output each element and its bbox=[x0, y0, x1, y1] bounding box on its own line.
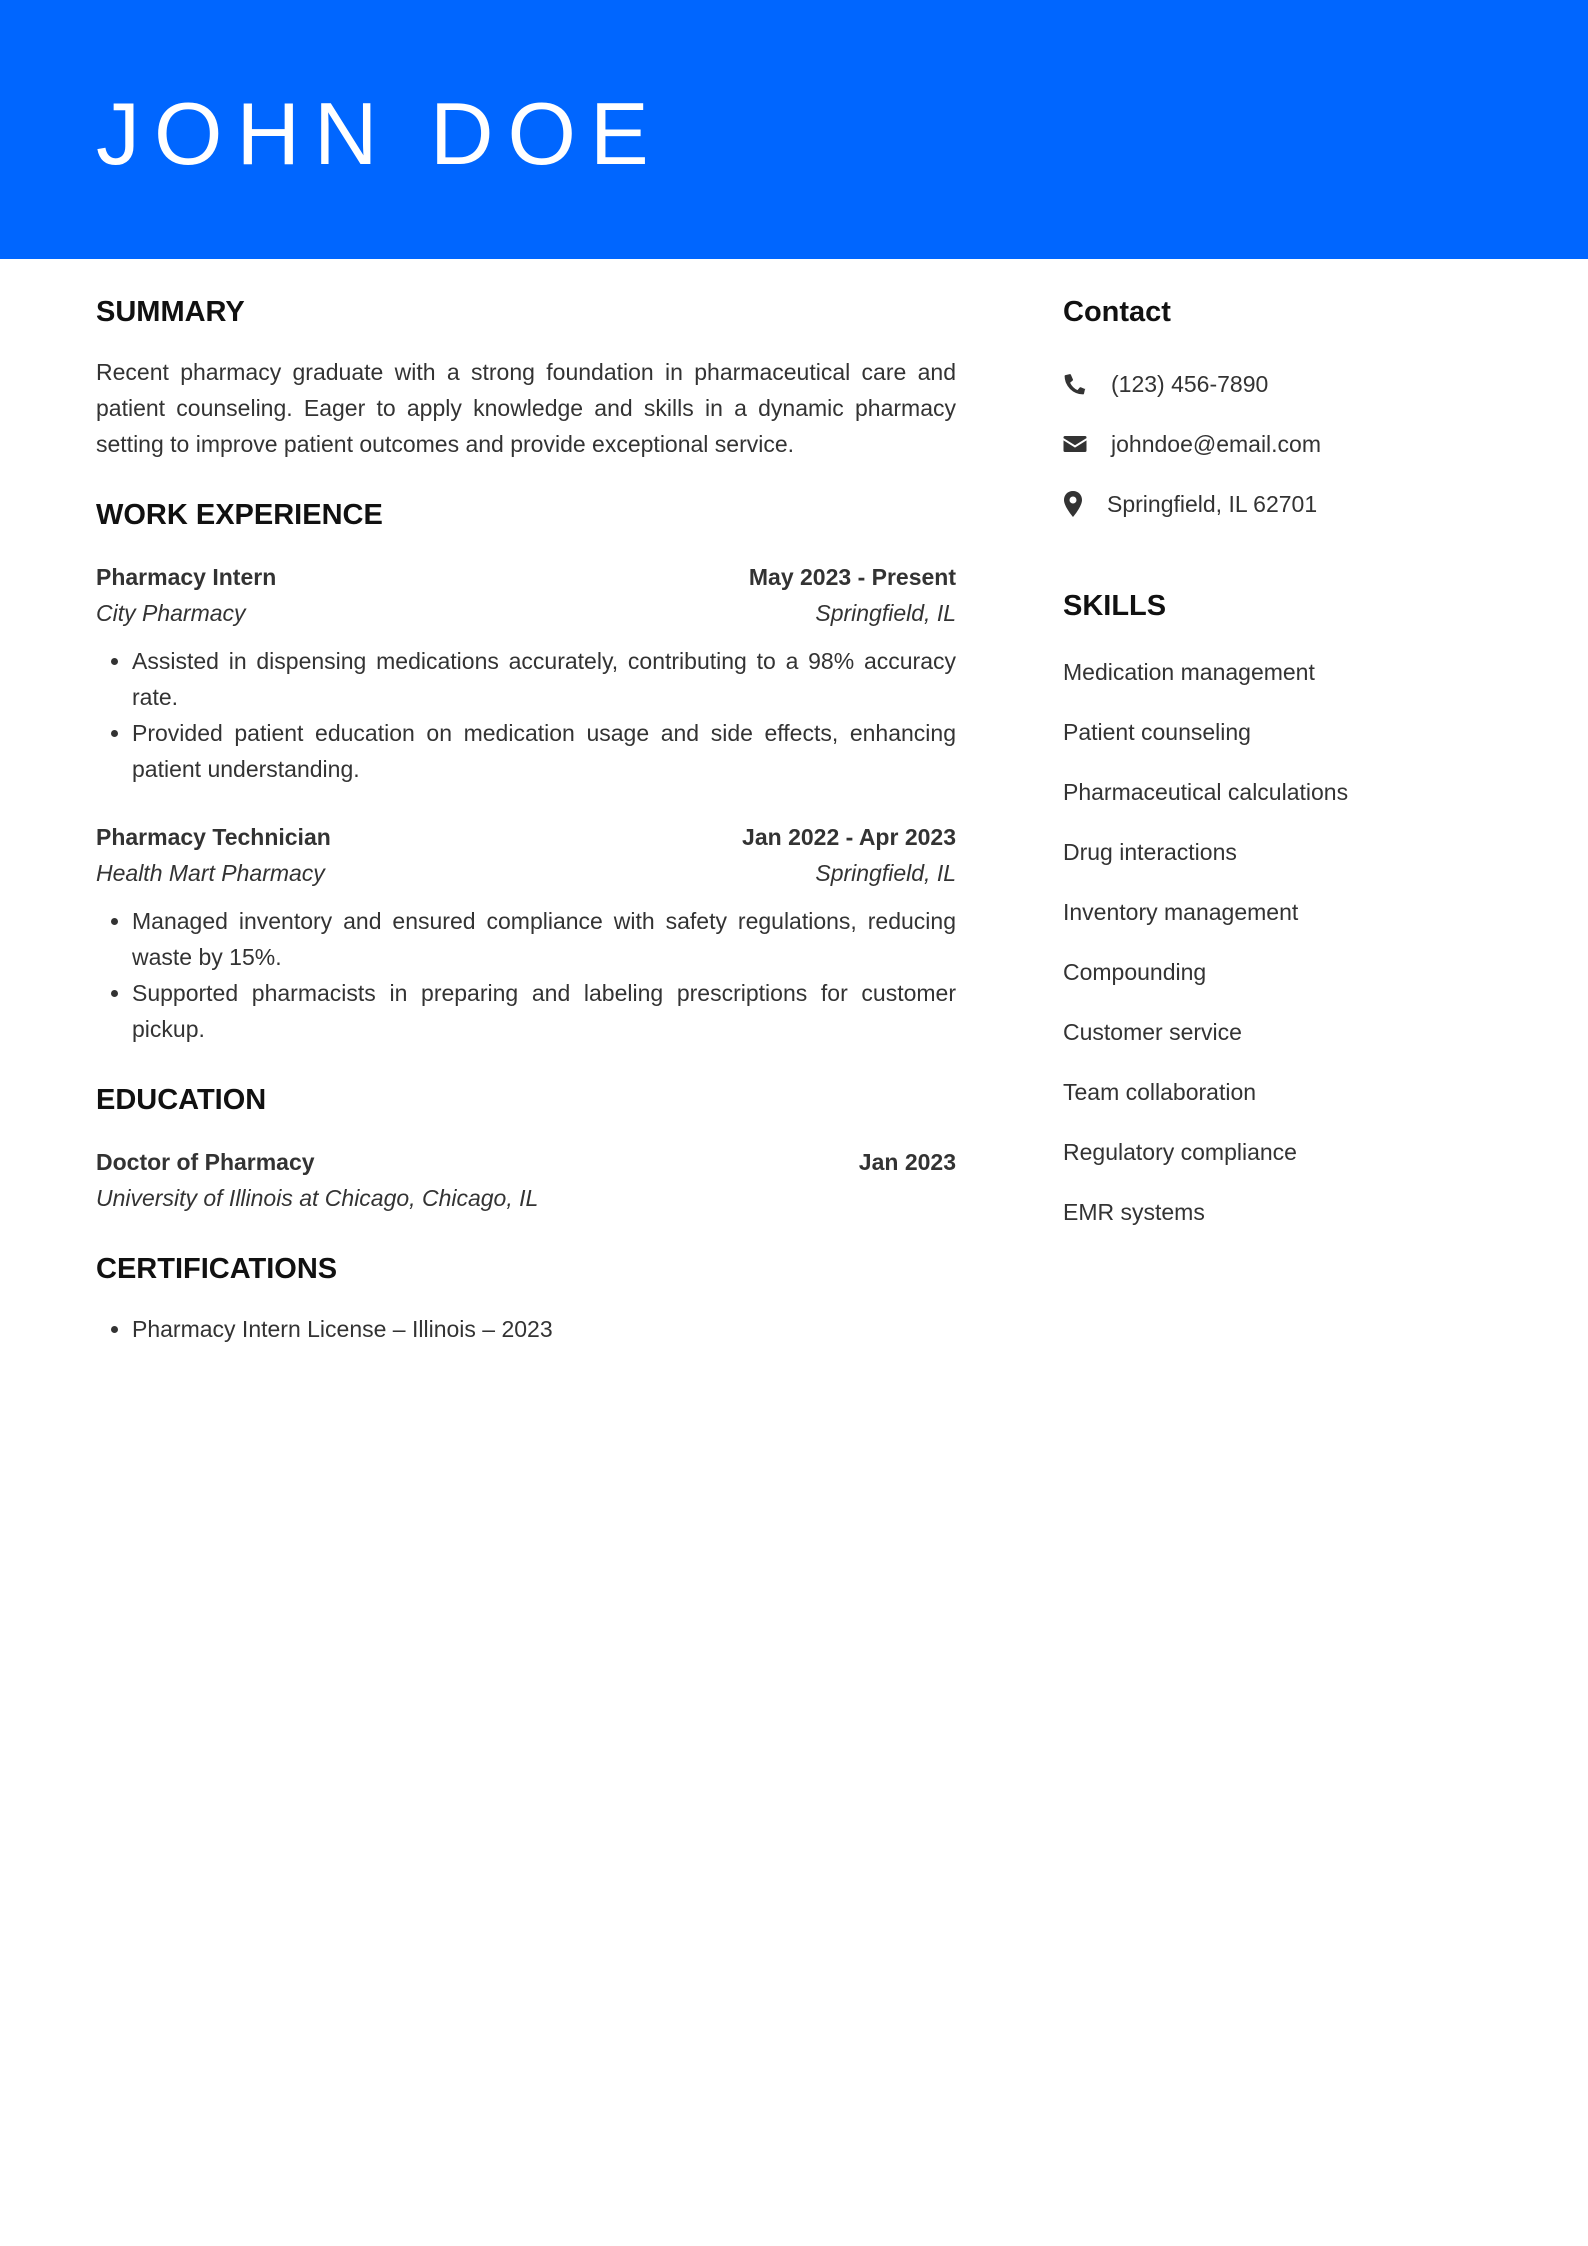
skill-item: Drug interactions bbox=[1063, 839, 1237, 865]
graduation-date: Jan 2023 bbox=[858, 1149, 956, 1175]
job-location: Springfield, IL bbox=[815, 860, 956, 886]
job-company: Health Mart Pharmacy bbox=[96, 860, 325, 886]
job-bullet: • Assisted in dispensing medications accurately, contributing to a 98% accuracy rate. bbox=[132, 643, 956, 715]
email-address: johndoe@email.com bbox=[1111, 430, 1322, 457]
sidebar-column bbox=[1063, 292, 1493, 1242]
skill-item: Medication management bbox=[1063, 659, 1315, 685]
skill-item: Customer service bbox=[1063, 1019, 1242, 1045]
contact-list bbox=[1063, 354, 1493, 534]
skill-item: Team collaboration bbox=[1063, 1079, 1257, 1105]
header-banner bbox=[0, 0, 1588, 259]
job-role: Pharmacy Technician bbox=[96, 824, 331, 850]
contact-location bbox=[1063, 474, 1493, 534]
summary-section bbox=[96, 292, 956, 462]
skill-item: Regulatory compliance bbox=[1063, 1139, 1297, 1165]
job-role: Pharmacy Intern bbox=[96, 564, 277, 590]
contact-phone bbox=[1063, 354, 1493, 414]
job-bullets bbox=[96, 643, 956, 787]
job-bullet: • Supported pharmacists in preparing and labeling prescriptions for customer pickup. bbox=[132, 975, 956, 1047]
certification-list bbox=[96, 1311, 956, 1347]
map-marker-icon bbox=[1063, 491, 1089, 517]
skill-item: Compounding bbox=[1063, 959, 1207, 985]
certifications-title: CERTIFICATIONS bbox=[96, 1253, 338, 1285]
job-dates: Jan 2022 - Apr 2023 bbox=[742, 824, 956, 850]
location-text: Springfield, IL 62701 bbox=[1107, 490, 1318, 517]
contact-title: Contact bbox=[1063, 296, 1171, 328]
education-entry bbox=[96, 1144, 956, 1216]
contact-section bbox=[1063, 292, 1493, 534]
skills-list bbox=[1063, 642, 1493, 1242]
certifications-section bbox=[96, 1249, 956, 1347]
job-company: City Pharmacy bbox=[96, 600, 246, 626]
job-bullet: • Provided patient education on medication usage and side effects, enhancing patient understanding. bbox=[132, 715, 956, 787]
skill-item: Pharmaceutical calculations bbox=[1063, 779, 1349, 805]
skills-title: SKILLS bbox=[1063, 590, 1167, 622]
job-dates: May 2023 - Present bbox=[748, 564, 956, 590]
job-entry bbox=[96, 559, 956, 787]
summary-text: Recent pharmacy graduate with a strong foundation in pharmaceutical care and patient counseling. Eager to apply knowledge and skills in a dynamic pharmacy setting to improve patient outcomes and provide exceptional service. bbox=[96, 359, 956, 457]
main-column bbox=[96, 292, 956, 1347]
phone-number: (123) 456-7890 bbox=[1111, 370, 1269, 397]
skill-item: EMR systems bbox=[1063, 1199, 1205, 1225]
school: University of Illinois at Chicago, Chicago, IL bbox=[96, 1185, 539, 1211]
job-location: Springfield, IL bbox=[815, 600, 956, 626]
experience-section bbox=[96, 495, 956, 1047]
envelope-icon bbox=[1063, 431, 1089, 457]
degree: Doctor of Pharmacy bbox=[96, 1149, 315, 1175]
skills-section bbox=[1063, 586, 1493, 1242]
contact-email bbox=[1063, 414, 1493, 474]
education-title: EDUCATION bbox=[96, 1084, 267, 1116]
education-section bbox=[96, 1080, 956, 1216]
skill-item: Inventory management bbox=[1063, 899, 1299, 925]
experience-title: WORK EXPERIENCE bbox=[96, 499, 383, 531]
job-bullet: • Managed inventory and ensured compliance with safety regulations, reducing waste by 15%. bbox=[132, 903, 956, 975]
phone-icon bbox=[1063, 371, 1089, 397]
certification-item: • Pharmacy Intern License – Illinois – 2023 bbox=[132, 1311, 956, 1347]
summary-title: SUMMARY bbox=[96, 296, 245, 328]
job-entry bbox=[96, 819, 956, 1047]
candidate-name: JOHN DOE bbox=[96, 84, 663, 183]
skill-item: Patient counseling bbox=[1063, 719, 1251, 745]
job-bullets bbox=[96, 903, 956, 1047]
